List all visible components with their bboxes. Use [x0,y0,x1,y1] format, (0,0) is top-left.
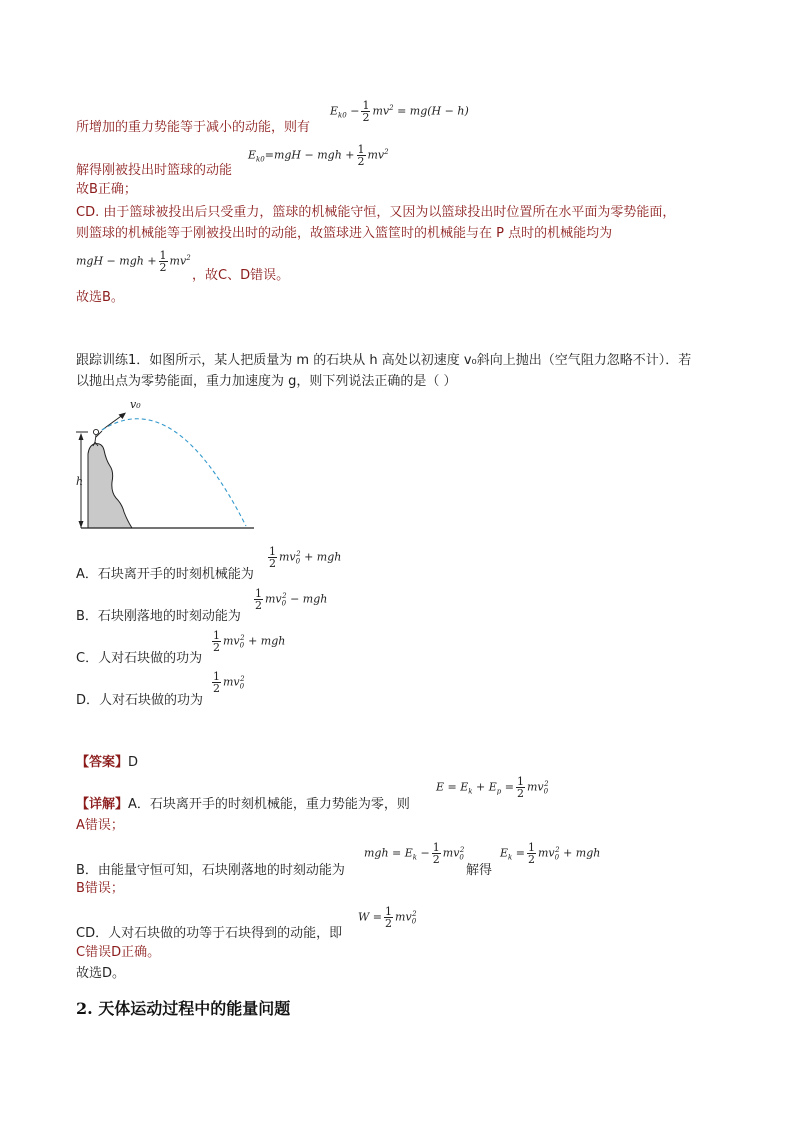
formula-initial-kinetic-energy: $E_{k0}=mgH$ − mgh + $\frac{1}{2}$ $mv^2$ [248,143,389,168]
formula-kinetic-energy-loss: $E_{k0}$ − $\frac{1}{2}$ $mv^2 = mg(H - h)$ [330,99,469,124]
solution-line-5: 则篮球的机械能等于刚被投出时的动能，故篮球进入篮筐时的机械能与在 P 点时的机械能均为 [76,226,613,241]
detail-label: 【详解】 [76,797,129,812]
velocity-label: v₀ [130,398,141,411]
detail-cd-text: CD．人对石块做的功等于石块得到的动能，即 [76,926,343,941]
section-heading: 2. 天体运动过程中的能量问题 [76,999,291,1018]
detail-b-mid: 解得 [466,863,493,878]
detail-b-result: B错误； [76,881,124,896]
dimension-arrow-down [79,521,84,528]
height-label: h [76,475,84,488]
option-b-formula: $\frac{1}{2}$ $mv_0^2$ − mgh [255,587,328,612]
solution-line-1 [76,119,310,137]
detail-b-text: B．由能量守恒可知，石块刚落地的时刻动能为 [76,863,345,878]
detail-a-result: A错误； [76,818,124,833]
solution-line-7: 故选B。 [76,290,124,305]
cliff [88,444,132,528]
formula-mechanical-energy: mgH − mgh + $\frac{1}{2}$ $mv^2$ [76,249,191,274]
detail-cd-result: C错误D正确。 [76,945,161,960]
solution-line-6: ，故C、D错误。 [192,268,290,283]
option-c[interactable] [76,650,202,668]
solution-line-4: CD. 由于篮球被投出后只受重力，篮球的机械能守恒，又因为以篮球投出时位置所在水平面为零势能面， [76,205,676,220]
option-a[interactable] [76,566,254,584]
detail-a-formula: $E = E_k + E_p$ = $\frac{1}{2}$ $mv_0^2$ [436,775,549,800]
person-head [93,429,98,434]
option-a-text: A．石块离开手的时刻机械能为 [76,567,254,582]
question-stem-line-2: 以抛出点为零势能面，重力加速度为 g，则下列说法正确的是（ ） [76,374,457,389]
solution-line-2 [76,162,232,180]
option-b-text: B．石块刚落地的时刻动能为 [76,609,241,624]
question-stem-line-1: 跟踪训练1．如图所示，某人把质量为 m 的石块从 h 高处以初速度 v₀斜向上抛出（空气阻力忽略不计）．若 [76,353,692,368]
option-c-formula: $\frac{1}{2}$ $mv_0^2$ + mgh [213,629,286,654]
solution-line-2-text: 解得刚被投出时篮球的动能 [76,163,233,178]
detail-b-line [76,862,345,880]
answer-line [76,754,138,772]
option-d-text: D．人对石块做的功为 [76,693,204,708]
dimension-arrow-up [79,433,84,440]
projectile-figure [74,394,260,538]
option-b[interactable] [76,608,241,626]
solution-line-3: 故B正确； [76,182,137,197]
detail-final: 故选D。 [76,966,126,981]
option-d-formula: $\frac{1}{2}$ $mv_0^2$ [213,670,245,695]
detail-b-formula-1: mgh = $E_k$ − $\frac{1}{2}$ $mv_0^2$ [364,841,465,866]
option-a-formula: $\frac{1}{2}$ $mv_0^2$ + mgh [269,545,342,570]
detail-a-text: A．石块离开手的时刻机械能，重力势能为零，则 [128,797,410,812]
detail-b-formula-2: $E_k$ = $\frac{1}{2}$ $mv_0^2$ + mgh [500,841,601,866]
detail-cd-line [76,925,342,943]
detail-a-line [76,796,410,814]
velocity-arrowhead [119,413,127,420]
option-c-text: C．人对石块做的功为 [76,651,203,666]
detail-cd-formula: W = $\frac{1}{2}$ $mv_0^2$ [358,905,417,930]
answer-label: 【答案】 [76,755,129,770]
solution-line-1-text: 所增加的重力势能等于减小的动能，则有 [76,120,311,135]
option-d[interactable] [76,692,203,710]
answer-value: D [128,755,139,770]
